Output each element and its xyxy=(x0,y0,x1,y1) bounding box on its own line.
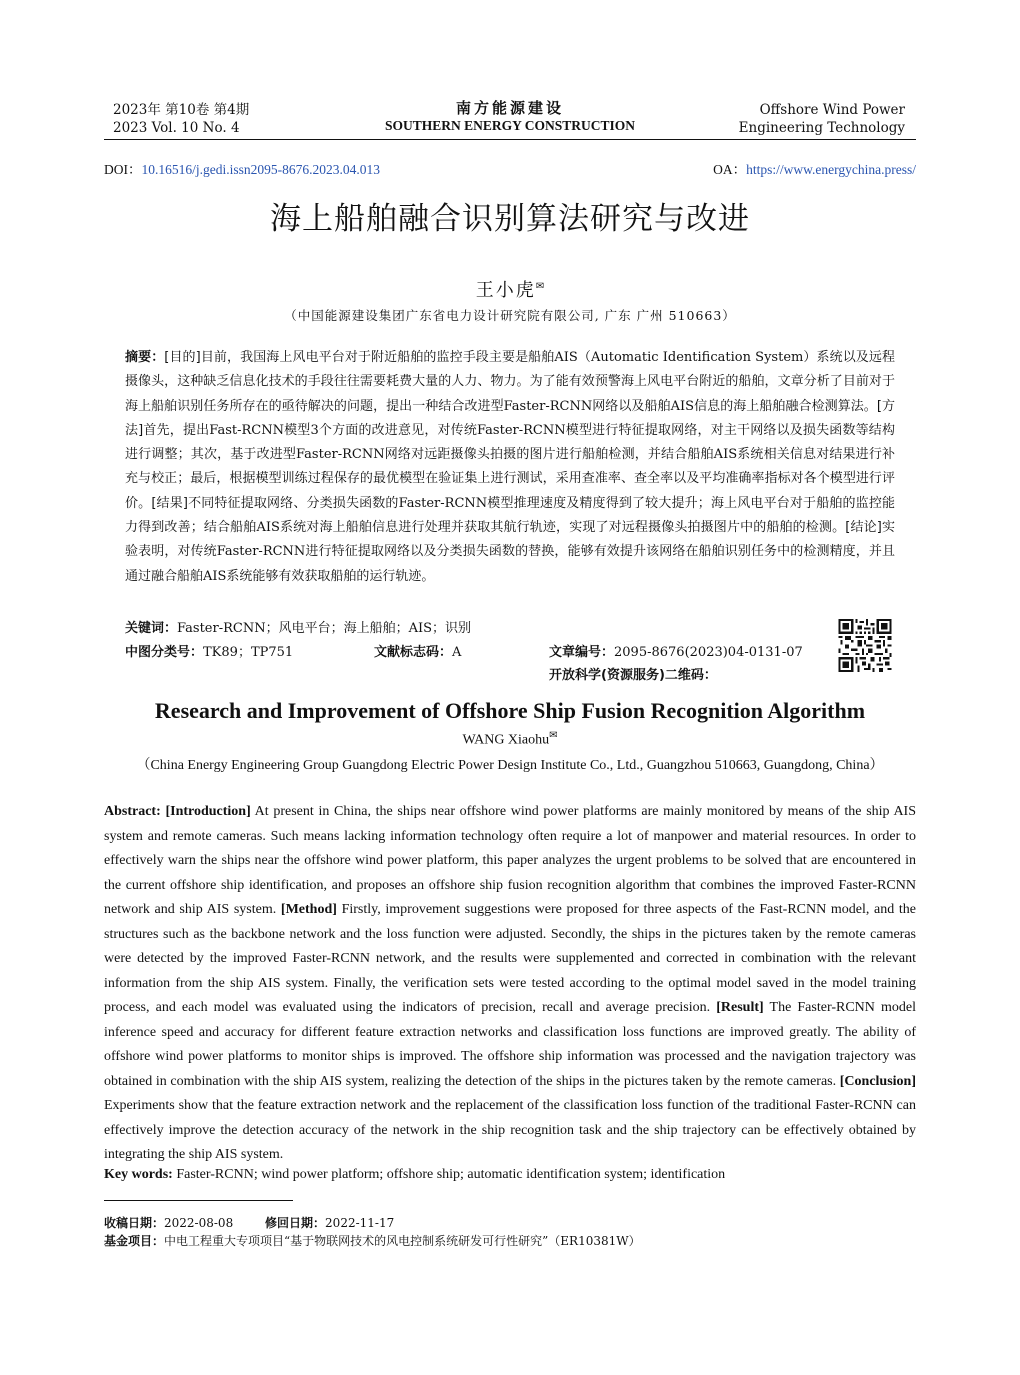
abstract-cn-result-tag: [结果] xyxy=(151,495,188,511)
keywords-cn-value: Faster-RCNN；风电平台；海上船舶；AIS；识别 xyxy=(177,621,472,636)
keywords-en xyxy=(104,1167,725,1183)
header-divider xyxy=(104,139,916,140)
mail-icon: ✉ xyxy=(535,281,545,292)
journal-column-line1: Offshore Wind Power xyxy=(759,102,905,118)
journal-issue-cn: 2023年 第10卷 第4期 xyxy=(113,102,250,118)
abstract-cn-conclusion: 实验表明，对传统Faster-RCNN进行特征提取网络以及分类损失函数的替换，能够有效提升该网络在船舶识别任务中的检测精度，并且通过融合船舶AIS系统能够有效获取船舶的运行轨迹。 xyxy=(125,520,895,584)
doi-link[interactable]: 10.16516/j.gedi.issn2095-8676.2023.04.013 xyxy=(141,162,380,177)
clc-number: 中图分类号：TK89；TP751 xyxy=(125,645,294,660)
abstract-cn xyxy=(125,346,895,589)
author-name-en: WANG Xiaohu xyxy=(462,732,550,748)
keywords-en-label: Key words: xyxy=(104,1167,173,1182)
paper-title-cn: 海上船舶融合识别算法研究与改进 xyxy=(270,201,750,237)
revised-date: 2022-11-17 xyxy=(325,1216,395,1230)
open-science-label: 开放科学(资源服务)二维码： xyxy=(549,668,717,683)
author-en xyxy=(0,730,1020,749)
qr-code-icon[interactable] xyxy=(837,619,893,672)
journal-column xyxy=(739,101,905,137)
mail-icon: ✉ xyxy=(549,730,558,741)
abstract-en-intro: At present in China, the ships near offshore wind power platforms are mainly monitored by means of the ship AIS system and remote cameras. Such means lacking information technology often require a lot of manpower and material resources. In order to effectively warn the ships near the offshore wind power platform, this paper analyzes the urgent problems to be solved that are encountered in the current offshore ship identification, and proposes an offshore ship fusion recognition algorithm that combines the improved Faster-RCNN network and ship AIS system. xyxy=(104,804,916,917)
oa xyxy=(713,158,916,178)
abstract-en-intro-tag: [Introduction] xyxy=(165,804,251,819)
keywords-cn xyxy=(125,617,471,636)
abstract-en-method-tag: [Method] xyxy=(280,902,337,917)
abstract-cn-label: 摘要： xyxy=(125,350,165,365)
journal-issue-en: 2023 Vol. 10 No. 4 xyxy=(113,120,240,136)
abstract-en-method: Firstly, improvement suggestions were proposed for three aspects of the Fast-RCNN model, and the structures such as the backbone network and the loss function were adjusted. Secondly, the ships in the pictures taken by the remote cameras were detected by the improved Faster-RCNN network, and the results were supplemented and corrected in combination with the relevant information from the ship AIS system. Finally, the verification sets were tested according to the optimal model saved in the model training process, and each model was evaluated using the indicators of precision, recall and average precision. xyxy=(104,902,916,1015)
keywords-en-value: Faster-RCNN; wind power platform; offshore ship; automatic identification system; identification xyxy=(172,1167,726,1182)
oa-link[interactable]: https://www.energychina.press/ xyxy=(746,162,916,177)
abstract-en-conclusion: Experiments show that the feature extraction network and the replacement of the classification loss function of the traditional Faster-RCNN can effectively improve the detection accuracy of the network in the ship recognition task and the ship trajectory can be effectively obtained by integrating the ship AIS system. xyxy=(104,1098,916,1162)
abstract-cn-method: 首先，提出Fast-RCNN模型3个方面的改进意见，对传统Faster-RCNN模型进行特征提取网络，对主干网络以及损失函数等结构进行调整；其次，基于改进型Faster-RCNN网络对远距摄像头拍摄的图片进行船舶检测，并结合船舶AIS系统相关信息对结果进行补充与校正；最后，根据模型训练过程保存的最优模型在验证集上进行测试，采用查准率、查全率以及平均准确率指标对各个模型进行评价。 xyxy=(125,422,895,511)
journal-name-en: SOUTHERN ENERGY CONSTRUCTION xyxy=(384,118,636,133)
abstract-cn-method-tag: [方法] xyxy=(125,398,896,438)
article-number: 文章编号：2095-8676(2023)04-0131-07 xyxy=(549,645,803,660)
abstract-cn-objective-tag: [目的] xyxy=(164,350,201,365)
abstract-en xyxy=(104,800,916,1168)
journal-issue-cn-en xyxy=(113,101,249,137)
keywords-cn-label: 关键词： xyxy=(125,621,178,636)
fund-value: 中电工程重大专项项目“基于物联网技术的风电控制系统研发可行性研究”（ER10381W） xyxy=(164,1234,641,1248)
abstract-en-result-tag: [Result] xyxy=(716,1000,764,1015)
revised-label: 修回日期： xyxy=(265,1216,326,1230)
document-code: 文献标志码：A xyxy=(374,645,462,660)
abstract-en-label: Abstract: xyxy=(104,804,161,819)
affiliation-en: （China Energy Engineering Group Guangdong Electric Power Design Institute Co., Ltd., Guangzhou 510663, Guangdong, China） xyxy=(136,758,884,773)
doi-label: DOI： xyxy=(104,162,142,177)
oa-label: OA： xyxy=(713,162,747,177)
affiliation-cn: （中国能源建设集团广东省电力设计研究院有限公司, 广东 广州 510663） xyxy=(284,308,736,323)
journal-name xyxy=(360,99,660,135)
footnote-divider xyxy=(104,1200,293,1201)
received-label: 收稿日期： xyxy=(104,1216,165,1230)
footnote-fund xyxy=(104,1232,641,1249)
author-cn xyxy=(0,276,1020,302)
received-date: 2022-08-08 xyxy=(164,1216,234,1230)
abstract-cn-result: 不同特征提取网络、分类损失函数的Faster-RCNN模型推理速度及精度得到了较大提升；海上风电平台对于船舶的监控能力得到改善；结合船舶AIS系统对海上船舶信息进行处理并获取其航行轨迹，实现了对远程摄像头拍摄图片中的船舶的检测。 xyxy=(125,495,895,536)
journal-name-cn: 南方能源建设 xyxy=(455,99,564,117)
footnote-dates xyxy=(104,1214,394,1231)
author-name-cn: 王小虎 xyxy=(475,280,536,301)
abstract-en-conclusion-tag: [Conclusion] xyxy=(839,1073,916,1089)
abstract-cn-conclusion-tag: [结论] xyxy=(845,520,882,536)
journal-column-line2: Engineering Technology xyxy=(738,120,905,136)
fund-label: 基金项目： xyxy=(104,1234,165,1248)
abstract-cn-objective: 目前，我国海上风电平台对于附近船舶的监控手段主要是船舶AIS（Automatic Identification System）系统以及远程摄像头，这种缺乏信息化技术的手段往往需要耗费大量的人力、物力。为了能有效预警海上风电平台附近的船舶，文章分析了目前对于海上船舶识别任务所存在的亟待解决的问题，提出一种结合改进型Faster-RCNN网络以及船舶AIS信息的海上船舶融合检测算法。 xyxy=(125,350,895,414)
paper-title-en: Research and Improvement of Offshore Ship Fusion Recognition Algorithm xyxy=(154,698,866,723)
abstract-en-result: The Faster-RCNN model inference speed and accuracy for different feature extraction networks and classification loss functions are improved greatly. The ability of offshore wind power platforms to monitor ships is improved. The offshore ship information was processed and the navigation trajectory was obtained in combination with the ship AIS system, realizing the detection of the ships in the pictures taken by the remote cameras. xyxy=(104,1000,916,1089)
doi xyxy=(104,158,380,178)
